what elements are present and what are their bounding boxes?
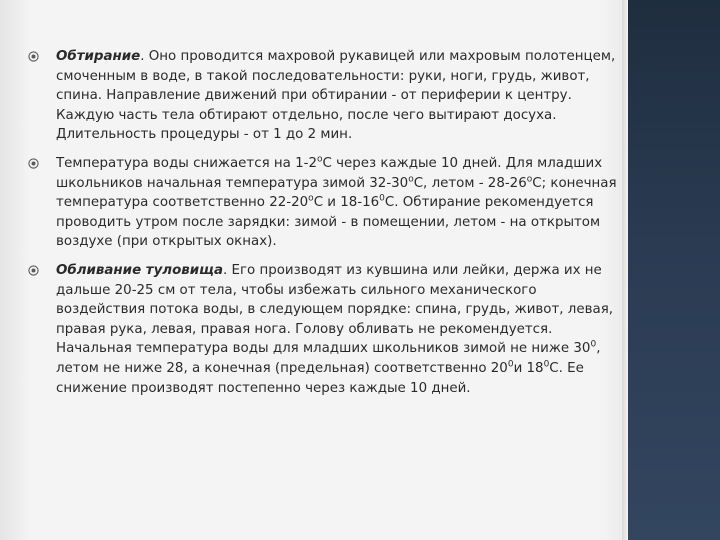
list-item: [28, 47, 618, 145]
circled-bullet-icon: [28, 51, 39, 62]
degree-mark: 0: [507, 359, 514, 370]
item-text: С через каждые 10 дней. Для младших школьников начальная температура зимой 32-30: [56, 155, 603, 191]
item-text: С. Ее снижение производят постепенно через каждые 10 дней.: [56, 360, 584, 396]
degree-mark: о: [308, 193, 314, 204]
degree-mark: о: [408, 174, 414, 185]
item-text: С и 18-16: [313, 195, 380, 211]
list-item: [28, 154, 618, 252]
item-text: , летом не ниже 28, а конечная (предельная) соответственно 20: [56, 341, 601, 376]
degree-mark: о: [316, 154, 323, 165]
list-item: [28, 261, 618, 398]
item-text: и 18: [513, 360, 544, 376]
slide-content: [28, 47, 618, 407]
item-text: С; конечная температура соответственно 22-20: [56, 175, 617, 211]
degree-mark: 0: [543, 359, 550, 370]
degree-mark: о: [526, 174, 533, 185]
item-text: С. Обтирание рекомендуется проводить утром после зарядки: зимой - в помещении, летом - на открытом воздухе (при открытых окнах).: [56, 195, 601, 250]
item-text: . Оно проводится махровой рукавицей или махровым полотенцем, смоченным в воде, в такой последовательности: руки, ноги, грудь, живот, спина. Направление движений при обтирании - от периферии к центру. Каждую часть тела обтирают отдельно, после чего вытирают досуха. Длительность процедуры - от 1 до 2 мин.: [56, 49, 616, 143]
circled-bullet-icon: [28, 158, 39, 169]
side-bar: [628, 0, 720, 540]
item-text: . Его производят из кувшина или лейки, держа их не дальше 20-25 см от тела, чтобы избежать сильного механического воздействия потока воды, в следующем порядке: спина, грудь, живот, левая, правая рука, левая, правая нога. Голову обливать не рекомендуется. Начальная температура воды для младших школьников зимой не ниже 30: [56, 262, 614, 357]
circled-bullet-icon: [28, 265, 39, 276]
item-lead: Обтирание: [56, 49, 141, 64]
degree-mark: 0: [590, 339, 597, 350]
item-lead: Обливание туловища: [56, 262, 224, 278]
degree-mark: 0: [379, 193, 385, 204]
item-text: Температура воды снижается на 1-2: [56, 155, 317, 171]
item-text: С, летом - 28-26: [413, 175, 527, 191]
